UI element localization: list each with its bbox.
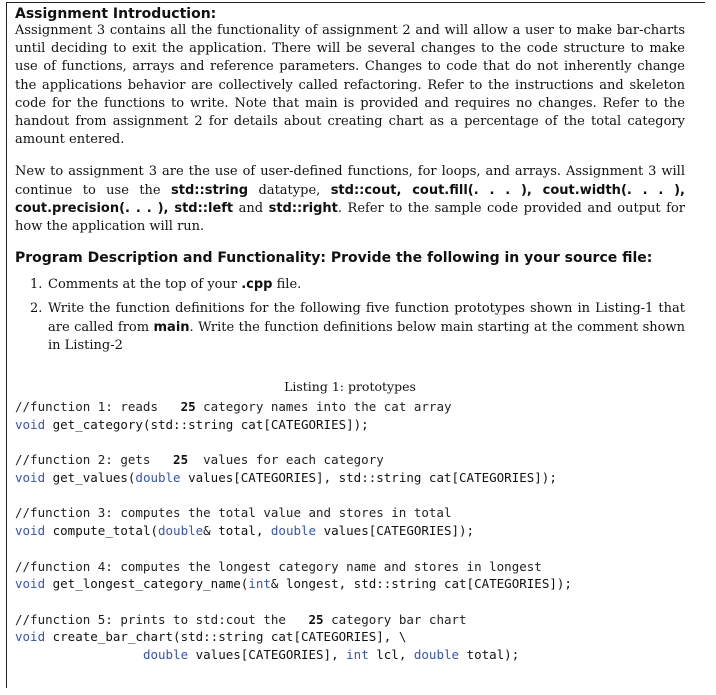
code-keyword: double [142, 646, 189, 662]
code-keyword: double [270, 523, 317, 539]
code-comment: category names into the cat array [195, 399, 452, 415]
code-text: lcl, [368, 646, 414, 662]
code-text: values[CATEGORIES], [188, 646, 347, 662]
document-content [15, 6, 685, 664]
requirements-list [15, 276, 685, 355]
code-text: get_longest_category_name( [45, 576, 249, 592]
code-keyword: void [15, 416, 46, 432]
listing-caption: Listing 1: prototypes [284, 379, 416, 395]
code-keyword: void [15, 469, 46, 485]
code-keyword: double [158, 523, 204, 539]
code-keyword: void [15, 576, 46, 592]
para2-text-2: datatype, [248, 182, 331, 198]
code-comment: values for each category [188, 452, 384, 468]
code-listing [15, 398, 685, 664]
item2-text: Write the function definitions for the following five function prototypes shown in Listing-1 that are called from [48, 301, 685, 335]
para2-text-3: and [233, 200, 269, 216]
intro-title: Assignment Introduction: [15, 6, 217, 22]
code-count: 25 [173, 399, 196, 415]
code-keyword: void [15, 629, 46, 645]
list-number: 1. [30, 277, 43, 293]
program-heading: Program Description and Functionality: Provide the following in your source file: [15, 250, 653, 267]
code-comment: category bar chart [323, 611, 467, 627]
std-right-term: std::right [268, 200, 338, 216]
item1-text-end: file. [272, 277, 302, 293]
code-comment: //function 3: computes the total value and stores in total [15, 505, 452, 521]
intro-paragraph-1: Assignment 3 contains all the functionality of assignment 2 and will allow a user to make bar-charts until deciding to exit the application. There will be several changes to the code structure to make use of functions, arrays and reference parameters. Changes to code that do not inherently change the applications behavior are collectively called refactoring. Refer to the instructions and skeleton code for the functions to write. Note that main is provided and requires no changes. Refer to the handout from assignment 2 for details about creating chart as a percentage of the total category amount entered. [15, 23, 685, 148]
cout-terms: std::cout, cout.fill(. . . ), cout.width(. . . ), cout.precision(. . . ), std::left [15, 182, 685, 216]
code-keyword: double [135, 469, 181, 485]
code-keyword: void [15, 523, 46, 539]
code-text: values[CATEGORIES]); [316, 523, 475, 539]
code-keyword: int [248, 576, 271, 592]
code-indent [15, 647, 143, 662]
list-number: 2. [30, 301, 43, 317]
list-item [15, 300, 685, 355]
code-text: values[CATEGORIES], std::string cat[CATEGORIES]); [180, 469, 557, 485]
code-keyword: int [346, 646, 369, 662]
list-item [15, 276, 685, 294]
code-comment: //function 4: computes the longest category name and stores in longest [15, 558, 542, 574]
para2-text-4: . Refer to the sample code provided and output for how the application will run. [15, 200, 685, 235]
code-text: get_category(std::string cat[CATEGORIES]); [45, 416, 369, 432]
item1-text: Comments at the top of your [48, 277, 242, 293]
code-count: 25 [300, 611, 324, 627]
code-text: create_bar_chart(std::string cat[CATEGORIES], \ [45, 629, 407, 645]
code-text: & longest, std::string cat[CATEGORIES]); [270, 576, 572, 592]
code-text: & total, [203, 523, 271, 539]
code-keyword: double [413, 646, 460, 662]
item2-text-end: . Write the function definitions below main starting at the comment shown in Listing-2 [48, 319, 685, 353]
code-text: compute_total( [45, 523, 158, 539]
para2-text: New to assignment 3 are the use of user-defined functions, for loops, and arrays. Assignment 3 will continue to use the [15, 164, 685, 198]
main-term: main [153, 319, 190, 335]
cpp-term: .cpp [241, 277, 273, 293]
std-string-term: std::string [171, 182, 249, 198]
code-comment: //function 1: reads [15, 399, 174, 415]
intro-paragraph-2 [15, 163, 685, 236]
code-text: total); [459, 646, 520, 662]
code-text: get_values( [45, 469, 136, 485]
code-comment: //function 2: gets [15, 452, 166, 468]
code-comment: //function 5: prints to std:cout the [15, 611, 301, 627]
code-count: 25 [165, 452, 189, 468]
